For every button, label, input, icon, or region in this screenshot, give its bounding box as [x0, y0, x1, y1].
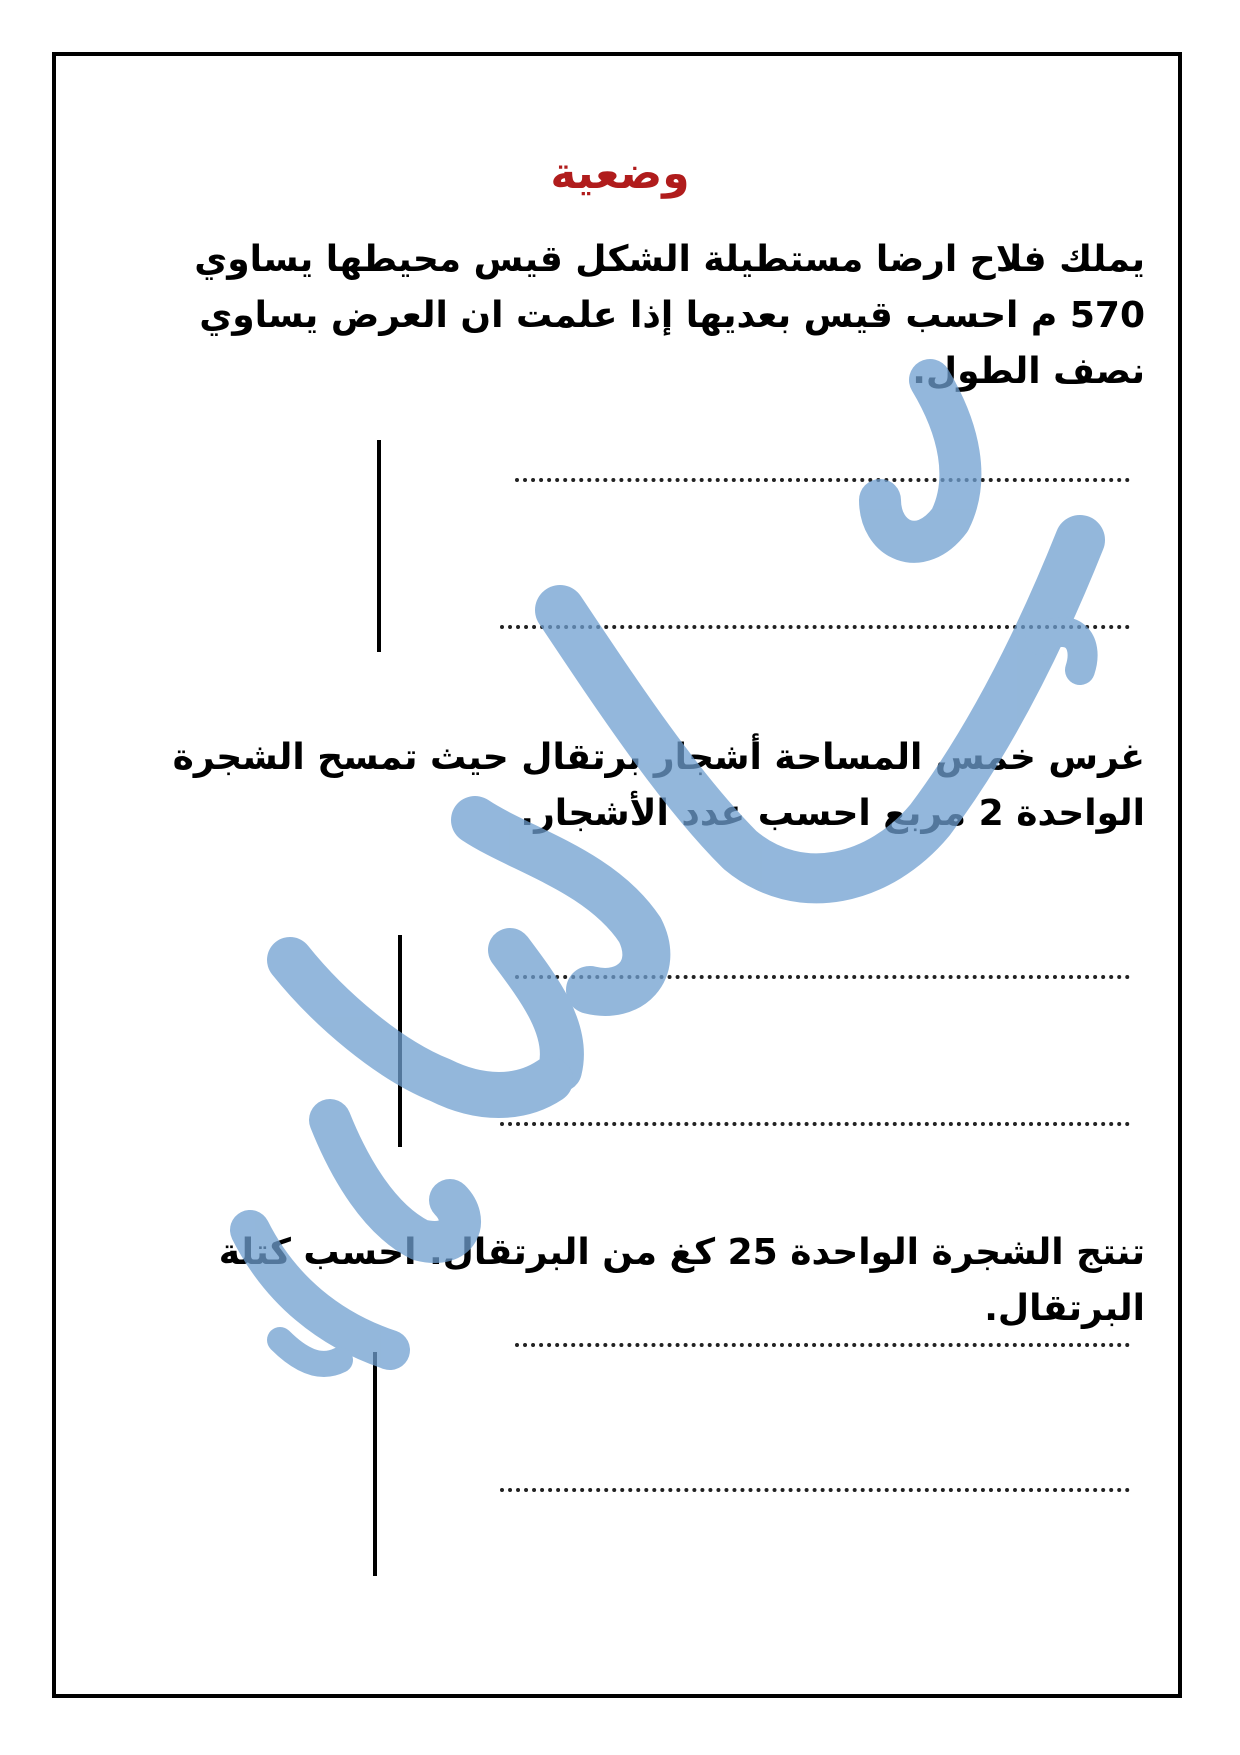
problem-2-text: غرس خمس المساحة أشجار برتقال حيث تمسح الشجرة الواحدة 2 مربع احسب عدد الأشجار. — [172, 737, 1145, 834]
vertical-divider-1 — [377, 440, 381, 652]
vertical-divider-2 — [398, 935, 402, 1147]
page-title: وضعية — [550, 148, 690, 199]
answer-line-3a[interactable] — [515, 1343, 1130, 1347]
answer-line-1b[interactable] — [500, 625, 1130, 629]
problem-3-text: تنتج الشجرة الواحدة 25 كغ من البرتقال. احسب كتلة البرتقال. — [218, 1232, 1145, 1329]
vertical-divider-3 — [373, 1352, 377, 1576]
answer-line-1a[interactable] — [515, 478, 1130, 482]
answer-line-2a[interactable] — [515, 975, 1130, 979]
answer-line-3b[interactable] — [500, 1488, 1130, 1492]
problem-1-text: يملك فلاح ارضا مستطيلة الشكل قيس محيطها يساوي 570 م احسب قيس بعديها إذا علمت ان العرض يساوي نصف الطول. — [194, 239, 1145, 392]
answer-line-2b[interactable] — [500, 1122, 1130, 1126]
